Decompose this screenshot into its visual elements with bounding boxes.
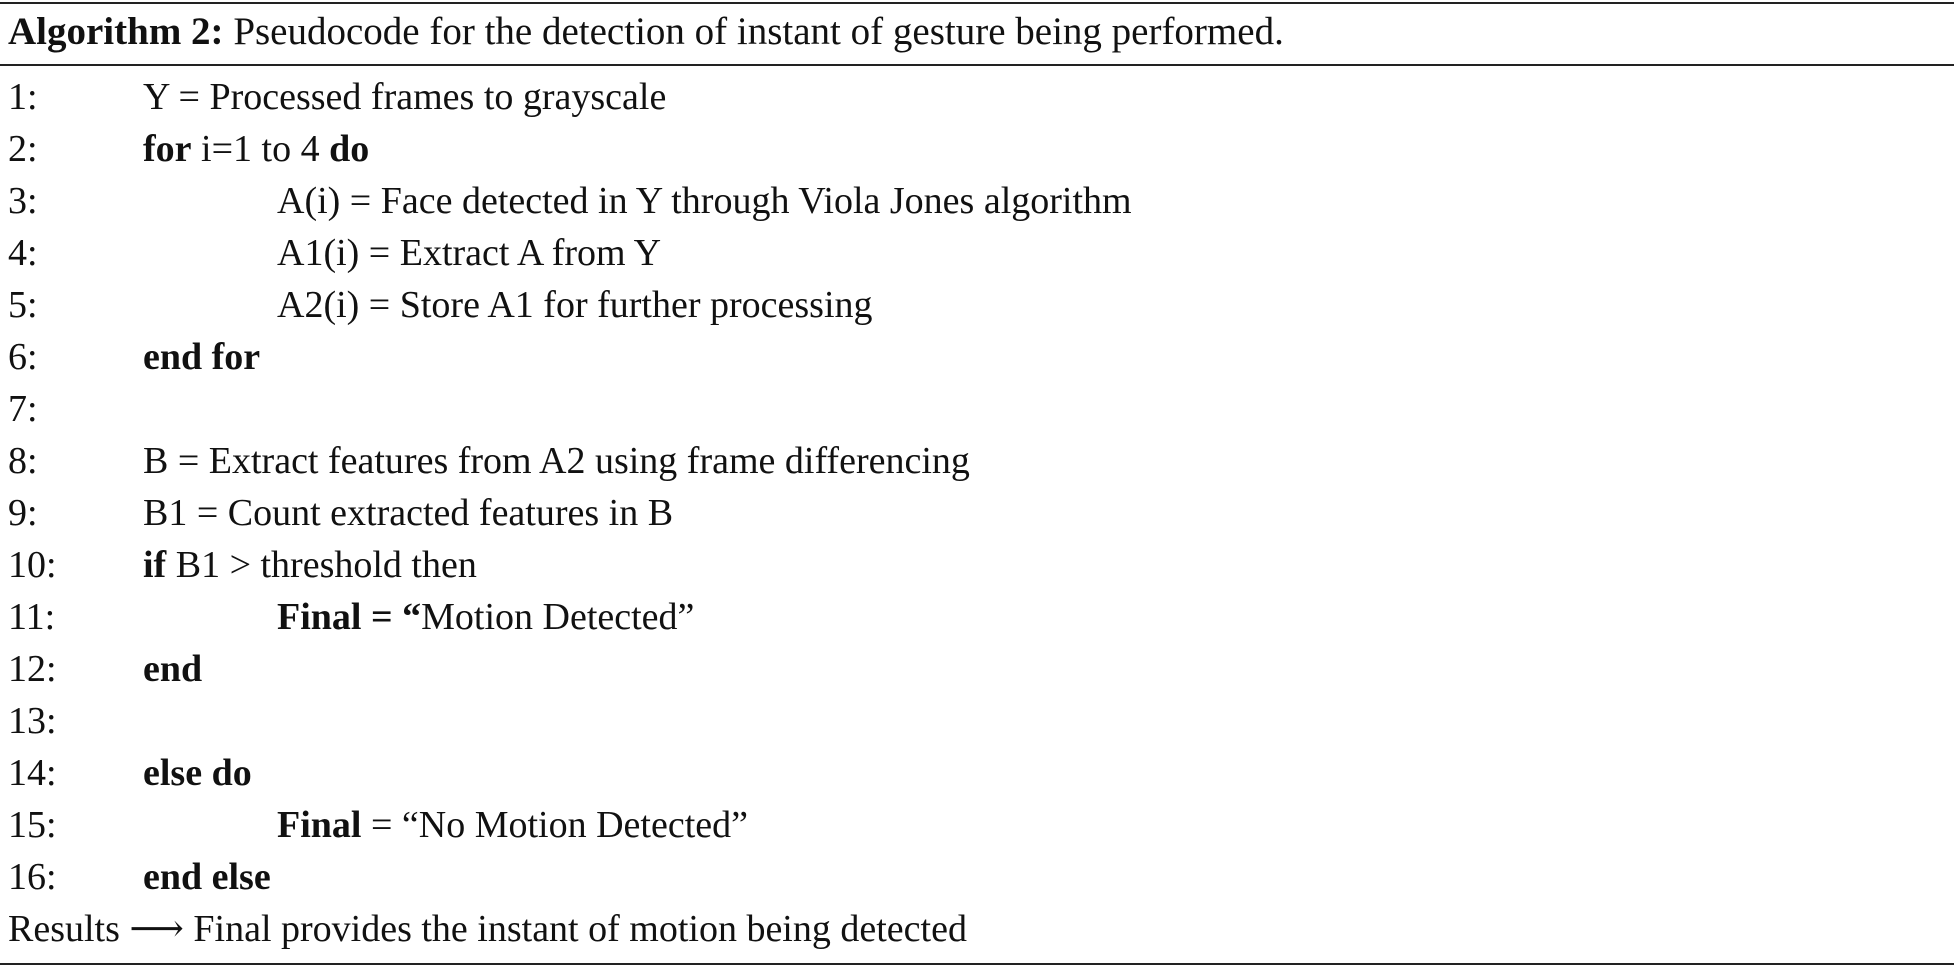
- line-code: [143, 435, 970, 487]
- code-line-9: [0, 487, 1954, 539]
- line-number: 13:: [8, 700, 57, 742]
- pseudocode-lines: [0, 71, 1954, 903]
- line-number: 3:: [8, 180, 38, 222]
- code-line-14: [0, 747, 1954, 799]
- line-number: 16:: [8, 856, 57, 898]
- algorithm-caption: [8, 8, 1284, 56]
- keyword-end: end: [143, 648, 203, 690]
- keyword-final: Final = “: [277, 596, 422, 638]
- keyword-end-for: end for: [143, 336, 261, 378]
- line-code: [143, 123, 369, 175]
- code-line-15: [0, 799, 1954, 851]
- line-code: [143, 539, 477, 591]
- keyword-if: if: [143, 544, 167, 586]
- code-text: = “No Motion Detected”: [361, 804, 748, 846]
- line-code: [143, 851, 271, 903]
- keyword-else-do: else do: [143, 752, 252, 794]
- code-line-8: [0, 435, 1954, 487]
- code-text: A2(i) = Store A1 for further processing: [277, 284, 873, 326]
- line-code: [277, 591, 694, 643]
- code-line-10: [0, 539, 1954, 591]
- code-line-6: [0, 331, 1954, 383]
- line-code: [143, 747, 252, 799]
- line-number: 15:: [8, 804, 57, 846]
- code-text: B = Extract features from A2 using frame differencing: [143, 440, 970, 482]
- line-code: [143, 331, 260, 383]
- line-code: [143, 643, 202, 695]
- results-line: Results ⟶ Final provides the instant of motion being detected: [8, 908, 967, 950]
- bottom-rule: [0, 963, 1954, 965]
- code-text: Y = Processed frames to grayscale: [143, 76, 667, 118]
- line-number: 4:: [8, 232, 38, 274]
- code-line-7: [0, 383, 1954, 435]
- code-text: B1 > threshold then: [166, 544, 477, 586]
- line-code: [277, 175, 1132, 227]
- code-text: Motion Detected”: [421, 596, 695, 638]
- keyword-end-else: end else: [143, 856, 271, 898]
- code-line-5: [0, 279, 1954, 331]
- line-number: 5:: [8, 284, 38, 326]
- keyword-final: Final: [277, 804, 362, 846]
- line-number: 7:: [8, 388, 38, 430]
- code-line-4: [0, 227, 1954, 279]
- code-line-13: [0, 695, 1954, 747]
- line-code: [277, 227, 661, 279]
- line-number: 8:: [8, 440, 38, 482]
- code-text: B1 = Count extracted features in B: [143, 492, 674, 534]
- line-number: 12:: [8, 648, 57, 690]
- line-number: 14:: [8, 752, 57, 794]
- line-code: [143, 487, 673, 539]
- code-line-12: [0, 643, 1954, 695]
- line-number: 1:: [8, 76, 38, 118]
- keyword-for: for: [143, 128, 192, 170]
- caption-text: Pseudocode for the detection of instant of gesture being performed.: [223, 10, 1284, 53]
- code-text: A1(i) = Extract A from Y: [277, 232, 662, 274]
- line-number: 2:: [8, 128, 38, 170]
- code-text: i=1 to 4: [191, 128, 330, 170]
- line-code: [277, 799, 748, 851]
- code-line-3: [0, 175, 1954, 227]
- line-code: [277, 279, 873, 331]
- caption-rule: [0, 64, 1954, 66]
- top-rule: [0, 2, 1954, 4]
- line-number: 11:: [8, 596, 56, 638]
- line-number: 10:: [8, 544, 57, 586]
- code-line-11: [0, 591, 1954, 643]
- line-code: [143, 71, 666, 123]
- line-number: 9:: [8, 492, 38, 534]
- keyword-do: do: [329, 128, 370, 170]
- code-line-16: [0, 851, 1954, 903]
- code-text: A(i) = Face detected in Y through Viola Jones algorithm: [277, 180, 1132, 222]
- caption-label: Algorithm 2:: [8, 10, 224, 53]
- code-line-1: [0, 71, 1954, 123]
- line-number: 6:: [8, 336, 38, 378]
- code-line-2: [0, 123, 1954, 175]
